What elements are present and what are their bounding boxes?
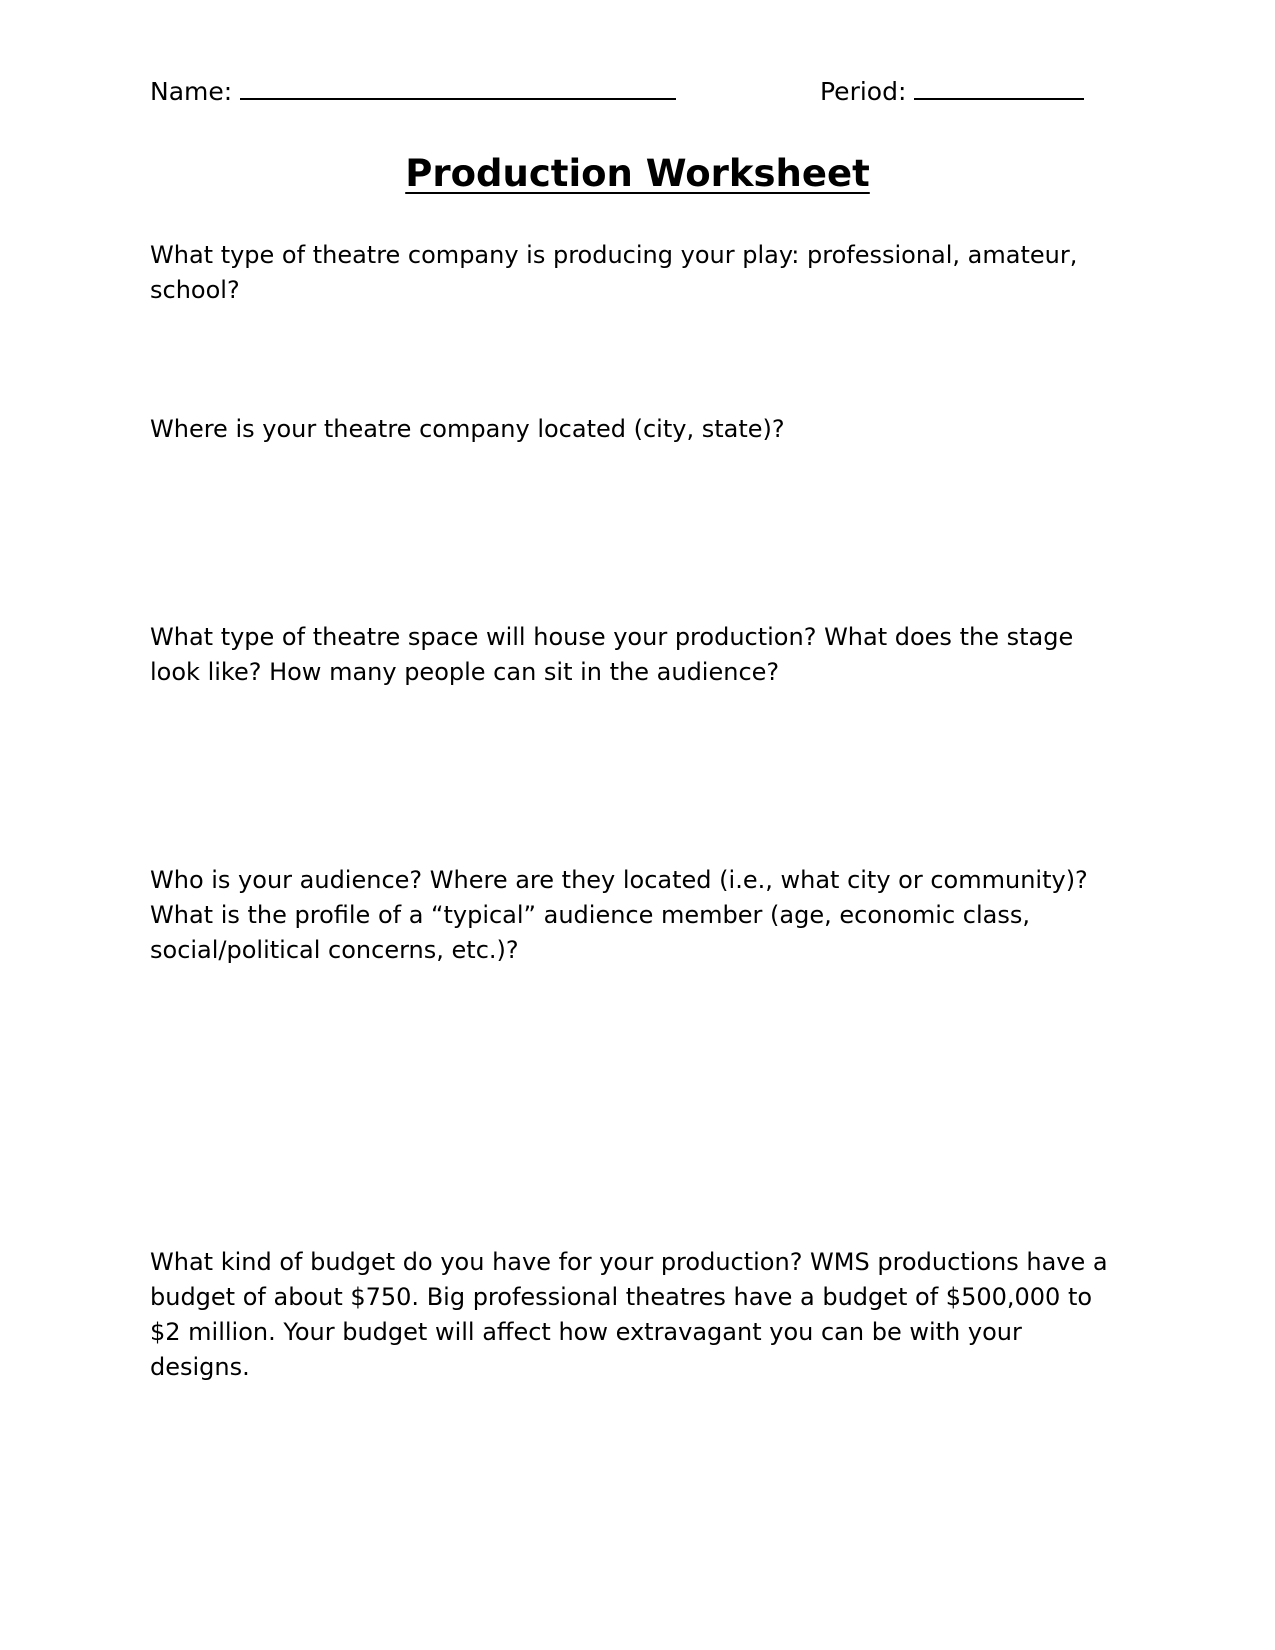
question-budget: What kind of budget do you have for your production? WMS productions have a budget of about $750. Big professional theatres have a budget of $500,000 to $2 million. Your budget will affect how extravagant you can be with your designs.: [150, 1248, 1108, 1381]
name-blank-line[interactable]: [240, 76, 676, 100]
page-title: Production Worksheet: [405, 152, 870, 195]
name-field: [150, 76, 676, 107]
question-company-location: Where is your theatre company located (city, state)?: [150, 415, 785, 443]
question-audience: Who is your audience? Where are they located (i.e., what city or community)? What is the profile of a “typical” audience member (age, economic class, social/political concerns, etc.)?: [150, 866, 1088, 964]
question-company-type: What type of theatre company is producing your play: professional, amateur, school?: [150, 241, 1078, 304]
period-field: [820, 76, 1084, 107]
question-theatre-space: What type of theatre space will house your production? What does the stage look like? How many people can sit in the audience?: [150, 623, 1074, 686]
name-label: Name:: [150, 77, 233, 106]
period-blank-line[interactable]: [914, 76, 1084, 100]
period-label: Period:: [820, 77, 907, 106]
page-title-wrapper: [0, 152, 1275, 196]
